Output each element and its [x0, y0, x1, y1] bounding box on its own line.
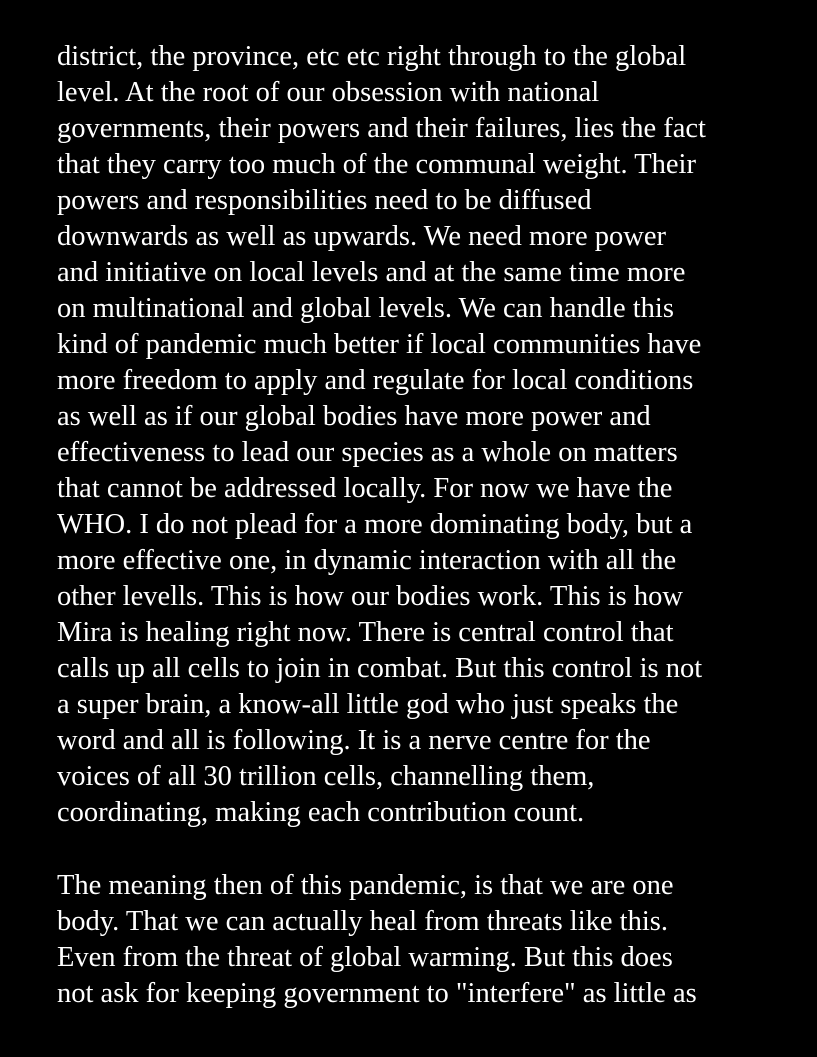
text-line: downwards as well as upwards. We need more power — [57, 221, 666, 252]
text-line: that they carry too much of the communal weight. Their — [57, 149, 696, 180]
text-line: coordinating, making each contribution count. — [57, 797, 585, 828]
text-line: Even from the threat of global warming. But this does — [57, 942, 673, 973]
text-line: WHO. I do not plead for a more dominating body, but a — [57, 509, 693, 540]
text-line: level. At the root of our obsession with national — [57, 77, 600, 108]
text-line: that cannot be addressed locally. For now we have the — [57, 473, 673, 504]
text-line: Mira is healing right now. There is central control that — [57, 617, 674, 648]
text-line: kind of pandemic much better if local communities have — [57, 329, 702, 360]
text-line: body. That we can actually heal from threats like this. — [57, 906, 668, 937]
text-line: effectiveness to lead our species as a whole on matters — [57, 437, 678, 468]
text-line: powers and responsibilities need to be diffused — [57, 185, 592, 216]
text-line: as well as if our global bodies have more power and — [57, 401, 651, 432]
text-line: more freedom to apply and regulate for local conditions — [57, 365, 694, 396]
text-line: voices of all 30 trillion cells, channelling them, — [57, 761, 595, 792]
text-line: more effective one, in dynamic interaction with all the — [57, 545, 677, 576]
text-line: and initiative on local levels and at the same time more — [57, 257, 686, 288]
paragraph-2 — [57, 868, 797, 1012]
text-line: word and all is following. It is a nerve centre for the — [57, 725, 651, 756]
text-line: on multinational and global levels. We can handle this — [57, 293, 674, 324]
paragraph-1 — [57, 39, 797, 831]
text-line: district, the province, etc etc right through to the global — [57, 41, 687, 72]
text-line: a super brain, a know-all little god who just speaks the — [57, 689, 679, 720]
text-line: other levells. This is how our bodies work. This is how — [57, 581, 683, 612]
text-line: calls up all cells to join in combat. But this control is not — [57, 653, 703, 684]
text-line: The meaning then of this pandemic, is that we are one — [57, 870, 674, 901]
text-line: not ask for keeping government to "interfere" as little as — [57, 978, 697, 1009]
text-line: governments, their powers and their failures, lies the fact — [57, 113, 706, 144]
